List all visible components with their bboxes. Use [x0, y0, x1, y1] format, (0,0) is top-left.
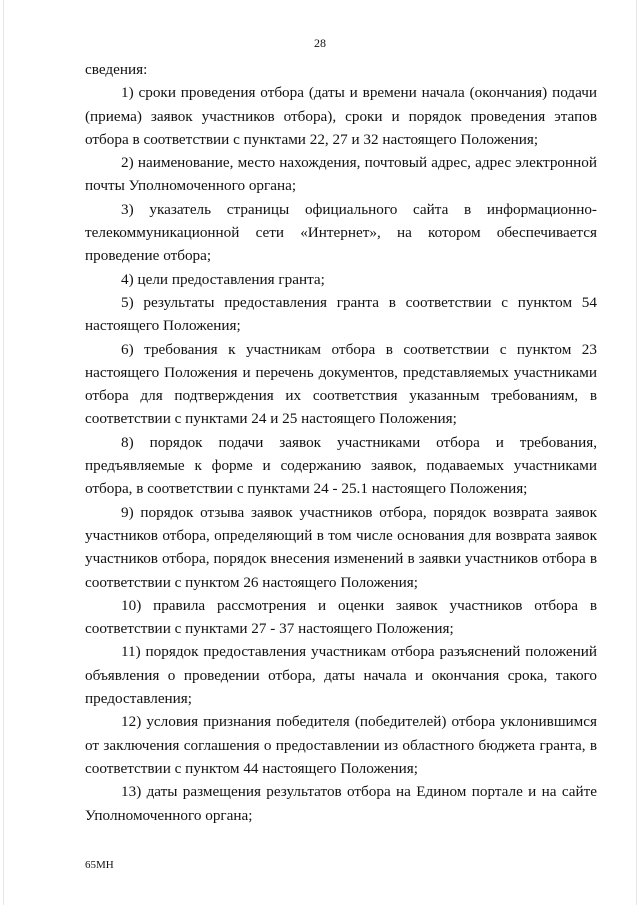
- paragraph: 8) порядок подачи заявок участниками отбора и требования, предъявляемые к форме и содержанию заявок, подаваемых участниками отбора, в соответствии с пунктами 24 - 25.1 настоящего Положения;: [85, 433, 597, 498]
- page-number: 28: [314, 36, 326, 50]
- scan-edge-left: [3, 0, 4, 905]
- paragraph: 11) порядок предоставления участникам отбора разъяснений положений объявления о проведении отбора, даты начала и окончания срока, такого предоставления;: [85, 643, 597, 708]
- paragraph: 4) цели предоставления гранта;: [121, 270, 325, 288]
- paragraph: 10) правила рассмотрения и оценки заявок участников отбора в соответствии с пунктами 27 - 37 настоящего Положения;: [85, 596, 597, 638]
- paragraph: 13) даты размещения результатов отбора на Едином портале и на сайте Уполномоченного органа;: [85, 783, 597, 824]
- paragraph: 9) порядок отзыва заявок участников отбора, порядок возврата заявок участников отбора, определяющий в том числе основания для возврата заявок участников отбора, порядок внесения изменений в заявки участников отбора в соответствии с пунктом 26 настоящего Положения;: [85, 503, 597, 591]
- scan-edge-right: [636, 0, 637, 905]
- paragraph: 6) требования к участникам отбора в соответствии с пунктом 23 настоящего Положения и перечень документов, представляемых участниками отбора для подтверждения их соответствия указанным требованиям, в соответствии с пунктами 24 и 25 настоящего Положения;: [85, 340, 597, 428]
- paragraph: 12) условия признания победителя (победителей) отбора уклонившимся от заключения соглашения о предоставлении из областного бюджета гранта, в соответствии с пунктом 44 настоящего Положения;: [85, 713, 597, 777]
- paragraph: 3) указатель страницы официального сайта в информационно-телекоммуникационной сети «Интернет», на котором обеспечивается проведение отбора;: [85, 200, 597, 265]
- document-body: [85, 58, 597, 827]
- paragraph: 1) сроки проведения отбора (даты и времени начала (окончания) подачи (приема) заявок участников отбора), сроки и порядок проведения этапов отбора в соответствии с пунктами 22, 27 и 32 настоящего Положения;: [85, 84, 597, 148]
- paragraph: 2) наименование, место нахождения, почтовый адрес, адрес электронной почты Уполномоченного органа;: [85, 154, 597, 195]
- paragraph: сведения:: [85, 61, 148, 78]
- footer-code: 65МН: [85, 859, 114, 871]
- paragraph: 5) результаты предоставления гранта в соответствии с пунктом 54 настоящего Положения;: [85, 293, 597, 335]
